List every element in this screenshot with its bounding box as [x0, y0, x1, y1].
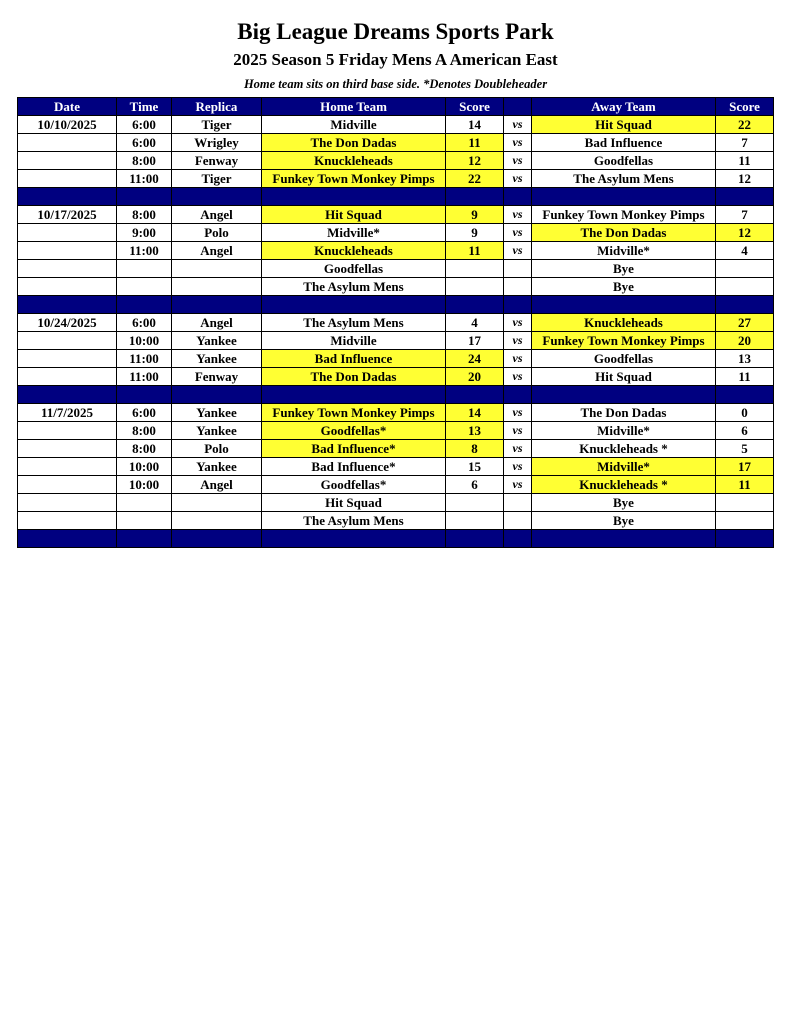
- time-cell: 8:00: [117, 422, 172, 440]
- away-score-cell: [716, 512, 774, 530]
- table-row: [18, 404, 774, 422]
- home-score-cell: 22: [446, 170, 504, 188]
- table-row: [18, 422, 774, 440]
- table-row: [18, 476, 774, 494]
- vs-cell: vs: [504, 170, 532, 188]
- away-team-cell: Goodfellas: [532, 350, 716, 368]
- home-score-cell: 14: [446, 404, 504, 422]
- home-score-cell: 13: [446, 422, 504, 440]
- date-cell: [18, 368, 117, 386]
- table-row: [18, 242, 774, 260]
- table-row: [18, 278, 774, 296]
- vs-cell: vs: [504, 404, 532, 422]
- date-cell: [18, 134, 117, 152]
- away-team-cell: Midville*: [532, 242, 716, 260]
- time-cell: 8:00: [117, 152, 172, 170]
- separator-cell: [18, 386, 117, 404]
- separator-cell: [716, 296, 774, 314]
- time-cell: [117, 512, 172, 530]
- replica-cell: Yankee: [172, 404, 262, 422]
- home-team-cell: Bad Influence: [262, 350, 446, 368]
- date-cell: 10/17/2025: [18, 206, 117, 224]
- column-header-date: Date: [18, 98, 117, 116]
- replica-cell: [172, 278, 262, 296]
- vs-cell: vs: [504, 422, 532, 440]
- table-row: [18, 350, 774, 368]
- home-score-cell: 14: [446, 116, 504, 134]
- home-team-cell: Bad Influence*: [262, 458, 446, 476]
- date-cell: [18, 332, 117, 350]
- away-score-cell: 4: [716, 242, 774, 260]
- separator-cell: [117, 530, 172, 548]
- replica-cell: Angel: [172, 476, 262, 494]
- away-score-cell: 7: [716, 134, 774, 152]
- replica-cell: Yankee: [172, 332, 262, 350]
- table-row: [18, 440, 774, 458]
- away-team-cell: Bye: [532, 278, 716, 296]
- replica-cell: Yankee: [172, 422, 262, 440]
- table-row: [18, 134, 774, 152]
- separator-cell: [716, 386, 774, 404]
- away-score-cell: 20: [716, 332, 774, 350]
- away-score-cell: [716, 494, 774, 512]
- away-team-cell: Bye: [532, 512, 716, 530]
- separator-cell: [18, 296, 117, 314]
- schedule-body: [18, 116, 774, 548]
- date-cell: 11/7/2025: [18, 404, 117, 422]
- home-team-cell: Knuckleheads: [262, 152, 446, 170]
- time-cell: 11:00: [117, 350, 172, 368]
- away-team-cell: The Don Dadas: [532, 224, 716, 242]
- column-header-away-score: Score: [716, 98, 774, 116]
- table-row: [18, 368, 774, 386]
- replica-cell: Yankee: [172, 350, 262, 368]
- separator-cell: [446, 530, 504, 548]
- separator-cell: [532, 386, 716, 404]
- away-score-cell: 6: [716, 422, 774, 440]
- vs-cell: vs: [504, 152, 532, 170]
- home-team-cell: Funkey Town Monkey Pimps: [262, 170, 446, 188]
- time-cell: 11:00: [117, 170, 172, 188]
- home-score-cell: [446, 278, 504, 296]
- week-separator-row: [18, 386, 774, 404]
- away-score-cell: [716, 278, 774, 296]
- date-cell: [18, 278, 117, 296]
- separator-cell: [532, 188, 716, 206]
- home-team-cell: Goodfellas*: [262, 476, 446, 494]
- table-row: [18, 116, 774, 134]
- time-cell: 8:00: [117, 206, 172, 224]
- column-header-replica: Replica: [172, 98, 262, 116]
- away-team-cell: Midville*: [532, 458, 716, 476]
- away-score-cell: 7: [716, 206, 774, 224]
- vs-cell: [504, 494, 532, 512]
- away-team-cell: The Don Dadas: [532, 404, 716, 422]
- home-team-cell: Bad Influence*: [262, 440, 446, 458]
- replica-cell: [172, 512, 262, 530]
- home-score-cell: 9: [446, 206, 504, 224]
- home-score-cell: 9: [446, 224, 504, 242]
- away-team-cell: Funkey Town Monkey Pimps: [532, 206, 716, 224]
- away-team-cell: Goodfellas: [532, 152, 716, 170]
- home-score-cell: 20: [446, 368, 504, 386]
- replica-cell: Polo: [172, 224, 262, 242]
- home-score-cell: 12: [446, 152, 504, 170]
- separator-cell: [532, 530, 716, 548]
- date-cell: 10/24/2025: [18, 314, 117, 332]
- away-team-cell: Midville*: [532, 422, 716, 440]
- separator-cell: [504, 296, 532, 314]
- date-cell: [18, 440, 117, 458]
- schedule-table: [17, 97, 774, 548]
- time-cell: 11:00: [117, 242, 172, 260]
- separator-cell: [18, 188, 117, 206]
- week-separator-row: [18, 188, 774, 206]
- home-score-cell: 6: [446, 476, 504, 494]
- replica-cell: [172, 494, 262, 512]
- replica-cell: Polo: [172, 440, 262, 458]
- vs-cell: vs: [504, 368, 532, 386]
- away-score-cell: 5: [716, 440, 774, 458]
- separator-cell: [172, 296, 262, 314]
- time-cell: [117, 278, 172, 296]
- time-cell: 6:00: [117, 314, 172, 332]
- vs-cell: vs: [504, 206, 532, 224]
- separator-cell: [172, 530, 262, 548]
- home-team-cell: Funkey Town Monkey Pimps: [262, 404, 446, 422]
- page-subtitle: 2025 Season 5 Friday Mens A American East: [233, 50, 558, 69]
- away-score-cell: 17: [716, 458, 774, 476]
- home-team-cell: Knuckleheads: [262, 242, 446, 260]
- date-cell: [18, 170, 117, 188]
- home-team-cell: The Don Dadas: [262, 368, 446, 386]
- time-cell: 10:00: [117, 332, 172, 350]
- home-score-cell: 17: [446, 332, 504, 350]
- separator-cell: [504, 386, 532, 404]
- home-team-cell: Midville: [262, 332, 446, 350]
- home-team-cell: The Asylum Mens: [262, 512, 446, 530]
- separator-cell: [262, 188, 446, 206]
- date-cell: [18, 494, 117, 512]
- separator-cell: [504, 188, 532, 206]
- replica-cell: Wrigley: [172, 134, 262, 152]
- separator-cell: [117, 386, 172, 404]
- time-cell: 6:00: [117, 116, 172, 134]
- table-row: [18, 458, 774, 476]
- separator-cell: [532, 296, 716, 314]
- away-team-cell: Knuckleheads *: [532, 440, 716, 458]
- away-team-cell: Knuckleheads: [532, 314, 716, 332]
- date-cell: [18, 422, 117, 440]
- replica-cell: Fenway: [172, 152, 262, 170]
- time-cell: 6:00: [117, 404, 172, 422]
- time-cell: 10:00: [117, 458, 172, 476]
- away-score-cell: 27: [716, 314, 774, 332]
- home-score-cell: 15: [446, 458, 504, 476]
- week-separator-row: [18, 530, 774, 548]
- vs-cell: vs: [504, 458, 532, 476]
- away-team-cell: The Asylum Mens: [532, 170, 716, 188]
- separator-cell: [172, 188, 262, 206]
- table-row: [18, 152, 774, 170]
- column-header-away-team: Away Team: [532, 98, 716, 116]
- replica-cell: Angel: [172, 242, 262, 260]
- time-cell: 6:00: [117, 134, 172, 152]
- away-team-cell: Hit Squad: [532, 368, 716, 386]
- home-team-cell: The Asylum Mens: [262, 314, 446, 332]
- separator-cell: [262, 386, 446, 404]
- away-score-cell: 12: [716, 170, 774, 188]
- week-separator-row: [18, 296, 774, 314]
- separator-cell: [446, 386, 504, 404]
- replica-cell: Fenway: [172, 368, 262, 386]
- separator-cell: [117, 188, 172, 206]
- vs-cell: vs: [504, 350, 532, 368]
- vs-cell: [504, 512, 532, 530]
- away-score-cell: 11: [716, 152, 774, 170]
- table-row: [18, 224, 774, 242]
- header-note: Home team sits on third base side. *Denotes Doubleheader: [243, 77, 548, 91]
- home-team-cell: Goodfellas*: [262, 422, 446, 440]
- away-team-cell: Funkey Town Monkey Pimps: [532, 332, 716, 350]
- away-score-cell: 0: [716, 404, 774, 422]
- date-cell: 10/10/2025: [18, 116, 117, 134]
- time-cell: 10:00: [117, 476, 172, 494]
- home-score-cell: [446, 494, 504, 512]
- away-score-cell: 22: [716, 116, 774, 134]
- date-cell: [18, 152, 117, 170]
- away-score-cell: 11: [716, 476, 774, 494]
- away-team-cell: Bad Influence: [532, 134, 716, 152]
- separator-cell: [117, 296, 172, 314]
- vs-cell: vs: [504, 332, 532, 350]
- away-score-cell: 11: [716, 368, 774, 386]
- away-team-cell: Bye: [532, 260, 716, 278]
- replica-cell: Yankee: [172, 458, 262, 476]
- home-team-cell: The Don Dadas: [262, 134, 446, 152]
- table-row: [18, 260, 774, 278]
- date-cell: [18, 512, 117, 530]
- vs-cell: vs: [504, 116, 532, 134]
- vs-cell: vs: [504, 134, 532, 152]
- vs-cell: vs: [504, 224, 532, 242]
- separator-cell: [172, 386, 262, 404]
- table-row: [18, 332, 774, 350]
- vs-cell: vs: [504, 440, 532, 458]
- away-team-cell: Bye: [532, 494, 716, 512]
- time-cell: [117, 494, 172, 512]
- date-cell: [18, 350, 117, 368]
- home-score-cell: 11: [446, 242, 504, 260]
- page-title: Big League Dreams Sports Park: [237, 19, 554, 44]
- replica-cell: Angel: [172, 314, 262, 332]
- home-team-cell: The Asylum Mens: [262, 278, 446, 296]
- separator-cell: [716, 188, 774, 206]
- time-cell: 8:00: [117, 440, 172, 458]
- column-header-home-team: Home Team: [262, 98, 446, 116]
- away-score-cell: [716, 260, 774, 278]
- away-score-cell: 12: [716, 224, 774, 242]
- home-team-cell: Hit Squad: [262, 206, 446, 224]
- separator-cell: [446, 188, 504, 206]
- separator-cell: [18, 530, 117, 548]
- replica-cell: Angel: [172, 206, 262, 224]
- vs-cell: vs: [504, 476, 532, 494]
- table-row: [18, 206, 774, 224]
- time-cell: [117, 260, 172, 278]
- away-score-cell: 13: [716, 350, 774, 368]
- home-score-cell: [446, 260, 504, 278]
- table-row: [18, 512, 774, 530]
- home-score-cell: [446, 512, 504, 530]
- date-cell: [18, 224, 117, 242]
- table-header-row: [18, 98, 774, 116]
- separator-cell: [716, 530, 774, 548]
- away-team-cell: Knuckleheads *: [532, 476, 716, 494]
- home-team-cell: Goodfellas: [262, 260, 446, 278]
- home-score-cell: 11: [446, 134, 504, 152]
- home-score-cell: 8: [446, 440, 504, 458]
- column-header-vs: [504, 98, 532, 116]
- replica-cell: [172, 260, 262, 278]
- home-score-cell: 4: [446, 314, 504, 332]
- table-row: [18, 170, 774, 188]
- column-header-home-score: Score: [446, 98, 504, 116]
- home-team-cell: Hit Squad: [262, 494, 446, 512]
- date-cell: [18, 476, 117, 494]
- table-row: [18, 314, 774, 332]
- separator-cell: [504, 530, 532, 548]
- date-cell: [18, 242, 117, 260]
- separator-cell: [262, 530, 446, 548]
- replica-cell: Tiger: [172, 116, 262, 134]
- home-team-cell: Midville*: [262, 224, 446, 242]
- vs-cell: [504, 278, 532, 296]
- vs-cell: [504, 260, 532, 278]
- vs-cell: vs: [504, 314, 532, 332]
- replica-cell: Tiger: [172, 170, 262, 188]
- separator-cell: [446, 296, 504, 314]
- date-cell: [18, 458, 117, 476]
- home-team-cell: Midville: [262, 116, 446, 134]
- vs-cell: vs: [504, 242, 532, 260]
- time-cell: 9:00: [117, 224, 172, 242]
- table-row: [18, 494, 774, 512]
- home-score-cell: 24: [446, 350, 504, 368]
- separator-cell: [262, 296, 446, 314]
- column-header-time: Time: [117, 98, 172, 116]
- away-team-cell: Hit Squad: [532, 116, 716, 134]
- time-cell: 11:00: [117, 368, 172, 386]
- date-cell: [18, 260, 117, 278]
